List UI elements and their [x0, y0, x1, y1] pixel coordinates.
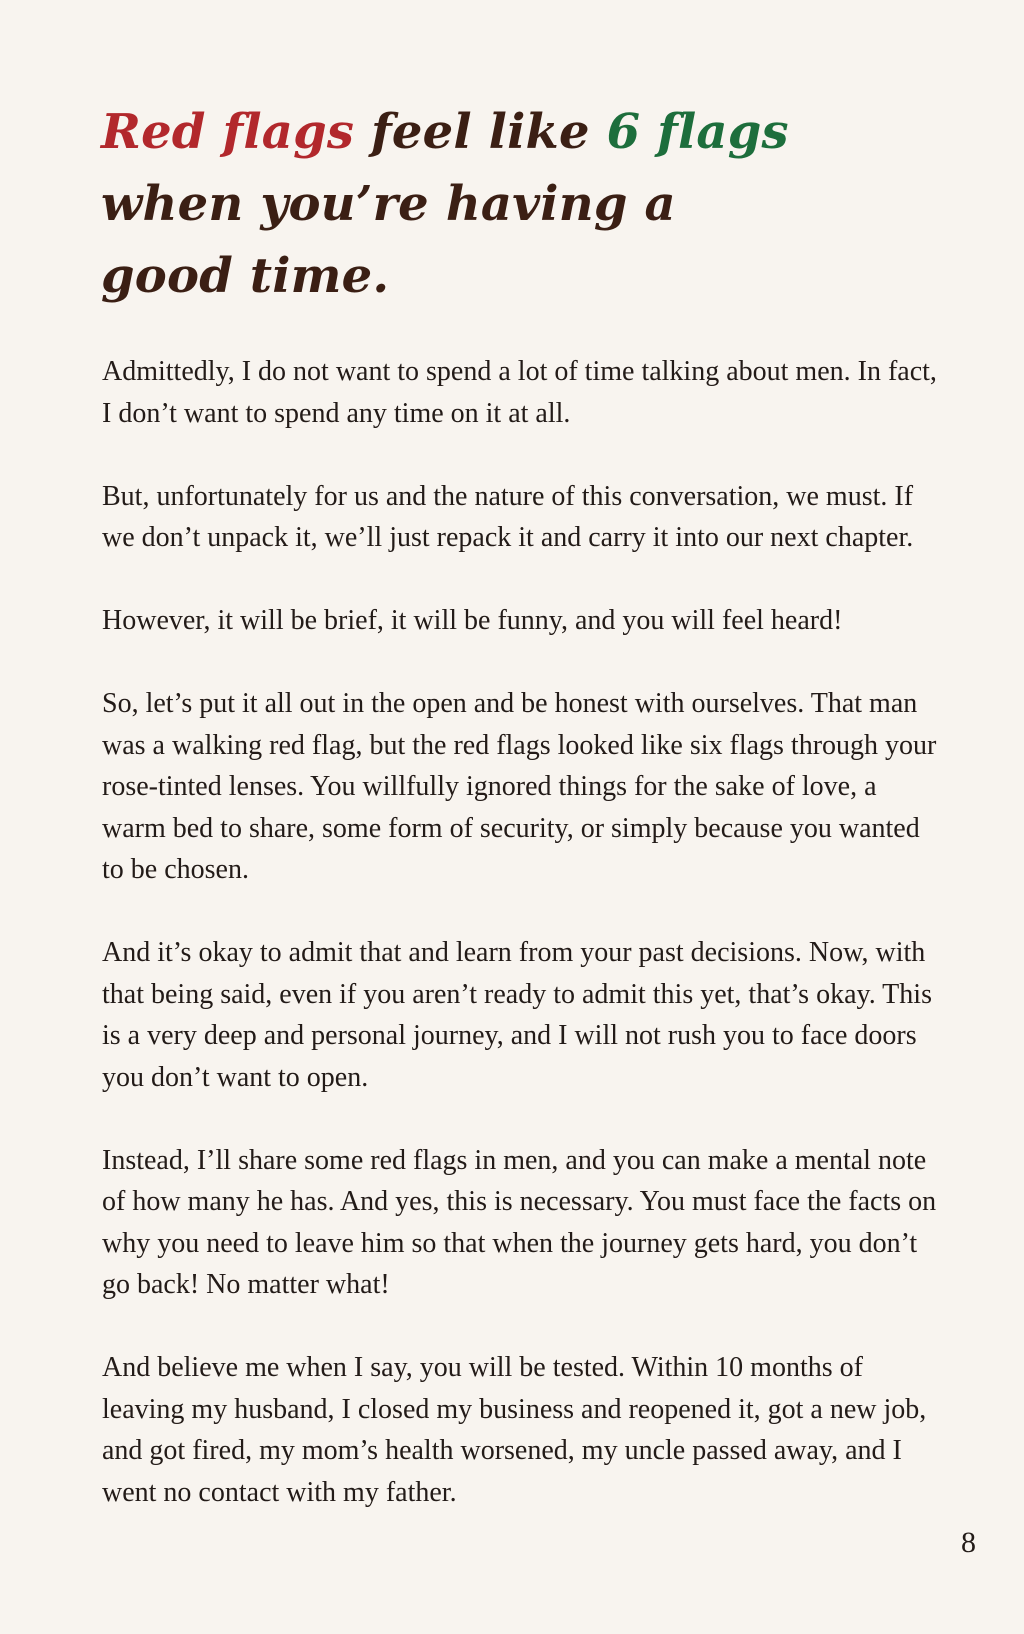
paragraph: But, unfortunately for us and the nature of this conversation, we must. If we don’t unpack it, we’ll just repack it and carry it into our next chapter. — [102, 480, 914, 553]
heading-six-flags: 6 flags — [606, 104, 789, 160]
body-text — [102, 351, 942, 1555]
paragraph: Admittedly, I do not want to spend a lot of time talking about men. In fact, I don’t want to spend any time on it at all. — [102, 356, 937, 429]
heading-feel-like: feel like — [354, 104, 607, 160]
paragraph: So, let’s put it all out in the open and be honest with ourselves. That man was a walking red flag, but the red flags looked like six flags through your rose-tinted lenses. You willfully ignored things for the sake of love, a warm bed to share, some form of security, or simply because you wanted to be chosen. — [102, 688, 937, 885]
paragraph: And believe me when I say, you will be tested. Within 10 months of leaving my husband, I closed my business and reopened it, got a new job, and got fired, my mom’s health worsened, my uncle passed away, and I went no contact with my father. — [102, 1352, 927, 1508]
paragraph: Instead, I’ll share some red flags in men, and you can make a mental note of how many he has. And yes, this is necessary. You must face the facts on why you need to leave him so that when the journey gets hard, you don’t go back! No matter what! — [102, 1144, 937, 1300]
page-number: 8 — [961, 1526, 976, 1559]
paragraph: And it’s okay to admit that and learn from your past decisions. Now, with that being said, even if you aren’t ready to admit this yet, that’s okay. This is a very deep and personal journey, and I will not rush you to face doors you don’t want to open. — [102, 937, 932, 1093]
chapter-heading — [101, 96, 921, 312]
heading-line-2: when you’re having a — [101, 176, 676, 232]
heading-line-3: good time. — [101, 248, 390, 304]
heading-red-flags: Red flags — [101, 104, 355, 160]
paragraph: However, it will be brief, it will be funny, and you will feel heard! — [102, 605, 843, 636]
